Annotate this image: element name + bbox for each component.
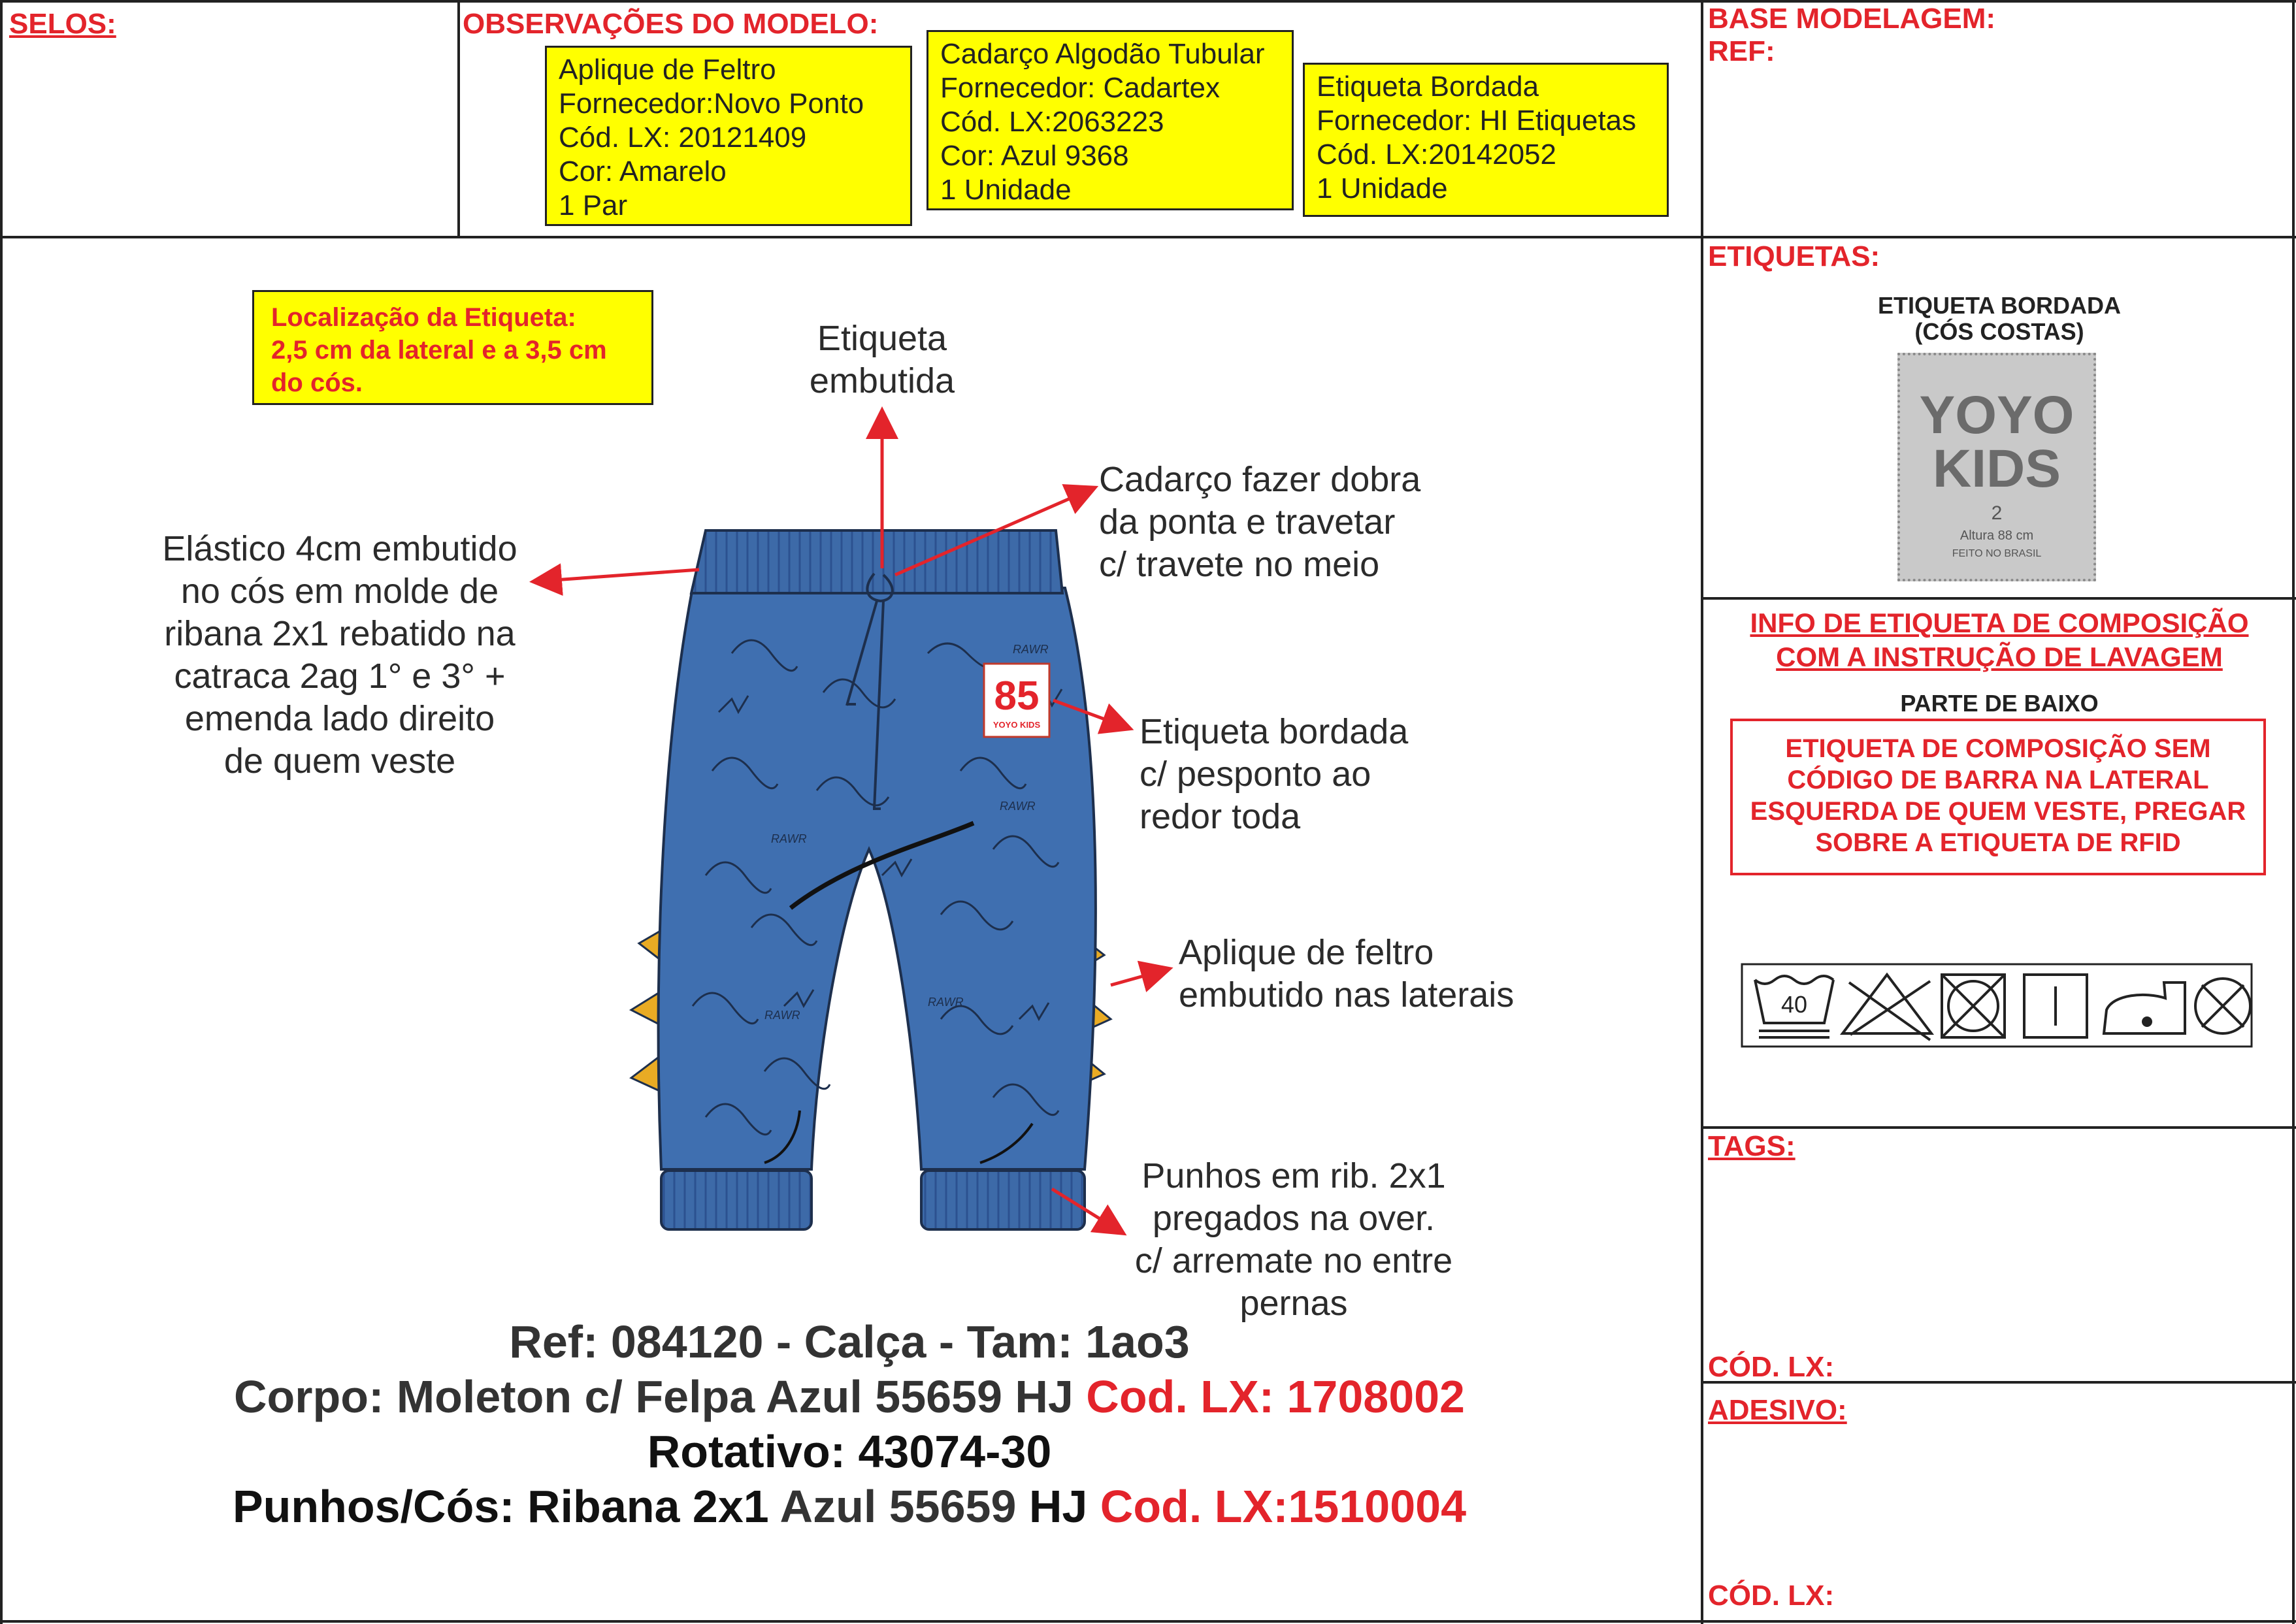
supplier-line: Cadarço Algodão Tubular [940, 38, 1265, 70]
parte-de-baixo: PARTE DE BAIXO [1900, 690, 2099, 717]
brand-label-made-in: FEITO NO BRASIL [1952, 548, 2042, 559]
callout-line: da ponta e travetar [1099, 502, 1396, 542]
arrow-elastic [536, 570, 699, 581]
right-divider-1 [1701, 236, 2296, 238]
label-location-line: Localização da Etiqueta: [271, 303, 576, 332]
callout-line: Etiqueta [817, 319, 947, 358]
arrow-felt-applique [1111, 969, 1167, 985]
supplier-line: Cód. LX:20142052 [1317, 138, 1556, 171]
spec-punhos: Punhos/Cós: Ribana 2x1 [232, 1481, 780, 1532]
composition-info-title [1705, 606, 2293, 674]
spec-line-3 [0, 1424, 1699, 1479]
etiqueta-title-line: ETIQUETA BORDADA [1878, 292, 2121, 319]
info-title-line: INFO DE ETIQUETA DE COMPOSIÇÃO [1750, 608, 2249, 638]
callout-line: embutida [809, 361, 955, 400]
callout-line: redor toda [1140, 797, 1301, 836]
callout-line: no cós em molde de [180, 572, 499, 611]
supplier-line: Cor: Amarelo [559, 155, 727, 187]
supplier-line: 1 Unidade [1317, 172, 1448, 204]
tags-cod-lx-label: CÓD. LX: [1708, 1351, 1835, 1383]
brand-label-yoyo: YOYO [1919, 385, 2075, 445]
embroidered-patch [984, 664, 1049, 737]
etiqueta-bordada-title [1705, 293, 2293, 345]
callout-line: c/ arremate no entre [1134, 1241, 1453, 1280]
right-divider-2 [1701, 597, 2296, 600]
composition-note-line: SOBRE A ETIQUETA DE RFID [1815, 828, 2181, 857]
composition-note-line: ESQUERDA DE QUEM VESTE, PREGAR [1750, 797, 2246, 826]
supplier-line: Cód. LX:2063223 [940, 106, 1164, 138]
tags-label: TAGS: [1708, 1130, 1796, 1162]
spec-body-code: Cod. LX: 1708002 [1086, 1371, 1465, 1422]
callout-line: ribana 2x1 rebatido na [164, 614, 516, 653]
label-location-line: 2,5 cm da lateral e a 3,5 cm [271, 336, 607, 365]
supplier-line: Cód. LX: 20121409 [559, 122, 807, 154]
base-modelagem-label: BASE MODELAGEM: [1708, 3, 1995, 35]
callout-line: c/ travete no meio [1099, 545, 1380, 584]
spec-body: Corpo: Moleton c/ Felpa Azul 55659 HJ [234, 1371, 1087, 1422]
supplier-line: Fornecedor:Novo Ponto [559, 88, 864, 120]
composition-note-line: CÓDIGO DE BARRA NA LATERAL [1787, 766, 2209, 794]
spec-line-4 [0, 1479, 1699, 1534]
cuff-left [661, 1171, 812, 1229]
adesivo-label: ADESIVO: [1708, 1394, 1847, 1426]
composition-note-box [1730, 719, 2266, 875]
callout-line: c/ pesponto ao [1140, 755, 1371, 794]
etiqueta-title-line: (CÓS COSTAS) [1914, 318, 2084, 345]
rawr-text: RAWR [1000, 800, 1036, 813]
spec-line-2 [0, 1369, 1699, 1424]
callout-line: pregados na over. [1152, 1199, 1435, 1238]
info-title-line: COM A INSTRUÇÃO DE LAVAGEM [1776, 641, 2223, 672]
callout-line: emenda lado direito [184, 699, 495, 738]
supplier-line: Etiqueta Bordada [1317, 71, 1539, 103]
rawr-text: RAWR [771, 832, 807, 845]
rawr-text: RAWR [928, 996, 964, 1009]
callout-line: embutido nas laterais [1179, 975, 1515, 1015]
patch-brand: YOYO KIDS [992, 720, 1041, 730]
spec-punhos-color: Azul 55659 [779, 1481, 1029, 1532]
adesivo-cod-lx-label: CÓD. LX: [1708, 1580, 1835, 1612]
spec-punhos-code: Cod. LX:1510004 [1100, 1481, 1467, 1532]
spec-ref: Ref: 084120 - Calça - Tam: 1ao3 [509, 1316, 1190, 1367]
callout-line: pernas [1239, 1284, 1348, 1323]
patch-number: 85 [994, 674, 1040, 719]
supplier-line: Cor: Azul 9368 [940, 140, 1129, 172]
selos-label: SELOS: [9, 8, 116, 40]
supplier-line: Aplique de Feltro [559, 54, 776, 86]
spec-line-1 [0, 1314, 1699, 1369]
right-divider-3 [1701, 1126, 2296, 1129]
etiquetas-label: ETIQUETAS: [1708, 240, 1880, 272]
care-symbols [1741, 963, 2253, 1048]
rawr-text: RAWR [1013, 643, 1049, 656]
brand-label-kids: KIDS [1933, 439, 2061, 498]
composition-note-line: ETIQUETA DE COMPOSIÇÃO SEM [1785, 734, 2211, 763]
callout-line: catraca 2ag 1° e 3° + [174, 657, 506, 696]
frame-bottom [0, 1620, 2296, 1623]
spec-rotativo: Rotativo: 43074-30 [647, 1426, 1052, 1477]
ref-label: REF: [1708, 35, 1775, 67]
callout-line: Elástico 4cm embutido [162, 529, 517, 568]
wash-temp: 40 [1780, 991, 1808, 1018]
callout-line: Etiqueta bordada [1140, 712, 1409, 751]
supplier-line: 1 Unidade [940, 174, 1072, 206]
brand-label-size: 2 [1991, 502, 2003, 524]
observacoes-label: OBSERVAÇÕES DO MODELO: [463, 8, 879, 40]
supplier-line: Fornecedor: HI Etiquetas [1317, 105, 1637, 137]
waistband [691, 530, 1062, 593]
supplier-line: 1 Par [559, 189, 628, 221]
callout-line: Cadarço fazer dobra [1099, 460, 1421, 499]
supplier-line: Fornecedor: Cadartex [940, 72, 1220, 104]
brand-label-height: Altura 88 cm [1960, 528, 2034, 543]
cuff-right [921, 1171, 1085, 1229]
callout-line: Aplique de feltro [1179, 933, 1434, 972]
spec-punhos-hj: HJ [1028, 1481, 1100, 1532]
label-location-line: do cós. [271, 368, 363, 397]
brand-label-image [1897, 353, 2096, 581]
callout-line: Punhos em rib. 2x1 [1141, 1156, 1446, 1195]
callout-line: de quem veste [223, 741, 456, 781]
rawr-text: RAWR [764, 1009, 800, 1022]
